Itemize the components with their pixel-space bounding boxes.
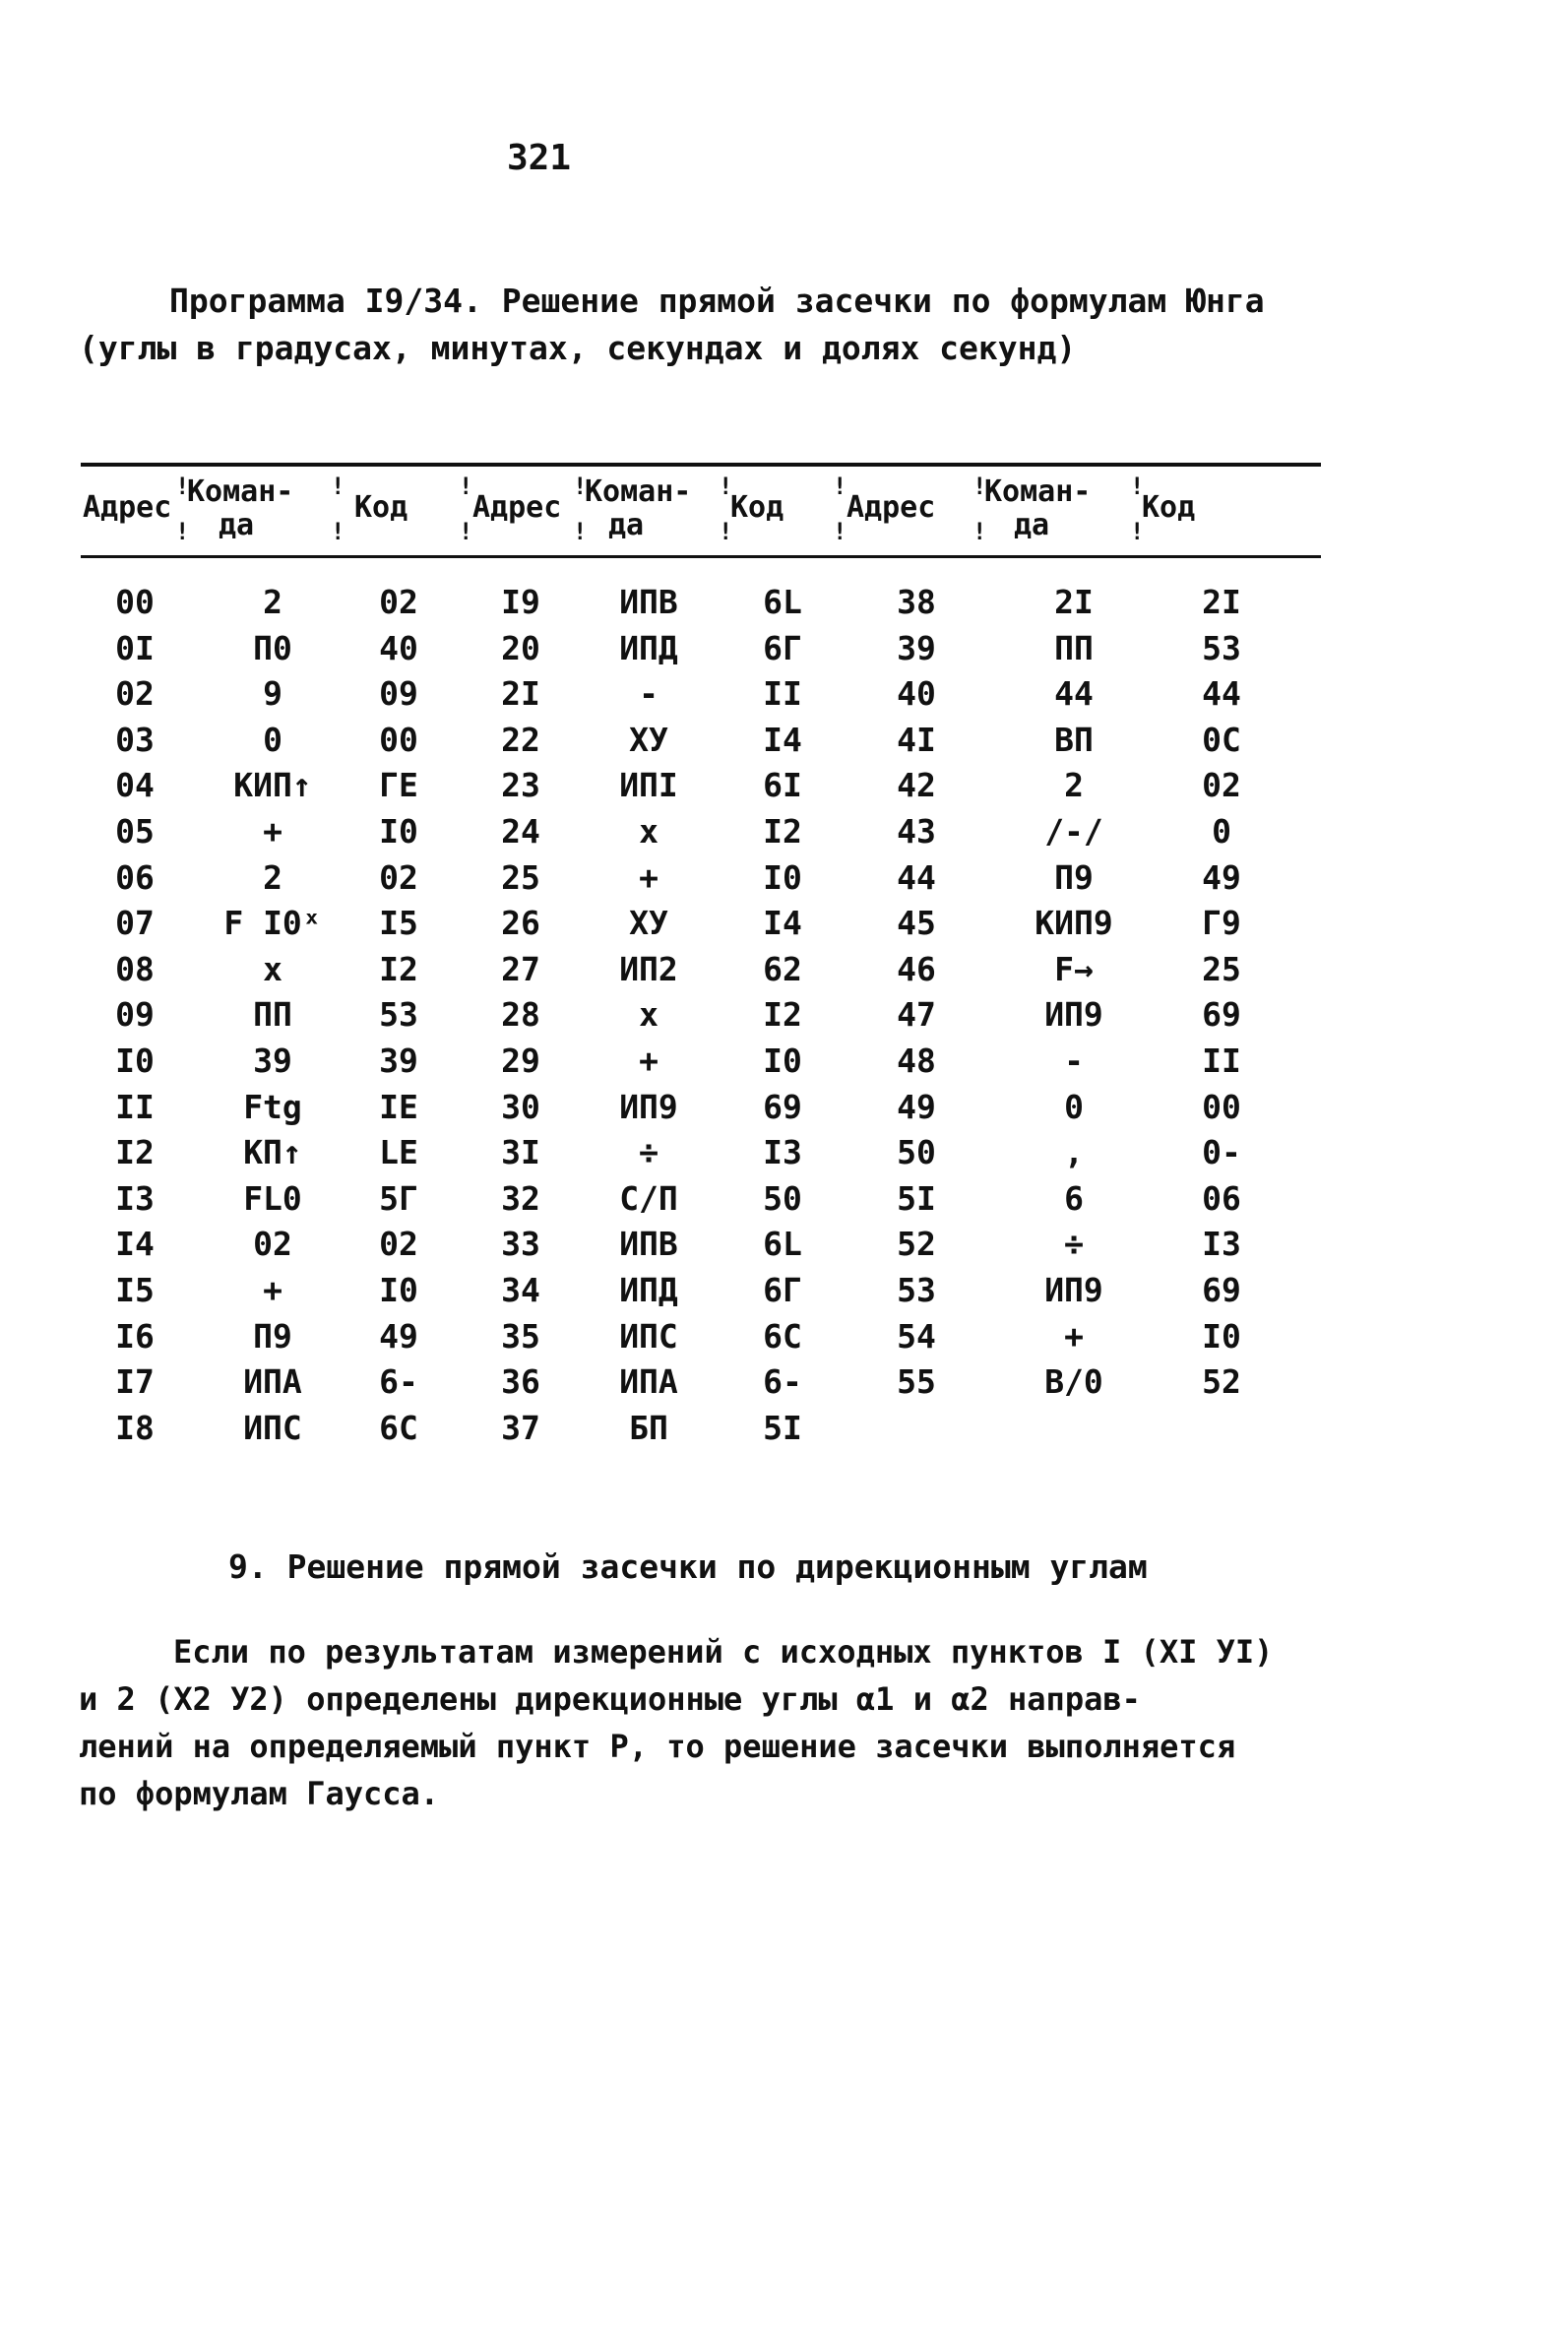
cell-command: ИПВ bbox=[619, 583, 678, 621]
cell-address: 08 bbox=[115, 949, 155, 988]
cell-code: 09 bbox=[379, 674, 418, 714]
header-separator: ! bbox=[459, 518, 473, 545]
cell-code: 6Г bbox=[763, 1270, 802, 1309]
cell-command: С/П bbox=[619, 1178, 678, 1218]
cell-code: 6- bbox=[763, 1362, 802, 1402]
cell-address: 25 bbox=[501, 857, 540, 897]
cell-address: 40 bbox=[897, 674, 936, 714]
table-row bbox=[81, 721, 1321, 767]
cell-code: 69 bbox=[1202, 1270, 1241, 1309]
cell-address: 05 bbox=[115, 811, 155, 851]
cell-address: 38 bbox=[897, 583, 936, 621]
cell-address: 33 bbox=[501, 1225, 540, 1264]
cell-address: 22 bbox=[501, 720, 540, 759]
program-caption bbox=[79, 278, 1311, 372]
cell-address: I0 bbox=[115, 1041, 155, 1080]
caption-line-1: Программа I9/34. Решение прямой засечки по формулам Юнга bbox=[169, 282, 1265, 320]
cell-command: В/0 bbox=[1044, 1362, 1103, 1402]
paragraph-line-2: и 2 (X2 У2) определены дирекционные углы α1 и α2 направ- bbox=[79, 1680, 1141, 1718]
cell-code: ГЕ bbox=[379, 766, 418, 805]
cell-address: I7 bbox=[115, 1362, 155, 1402]
header-separator: ! bbox=[573, 473, 588, 500]
cell-command: ПП bbox=[253, 995, 292, 1035]
cell-code: 6L bbox=[763, 583, 802, 621]
cell-code: 00 bbox=[1202, 1087, 1241, 1126]
program-table bbox=[81, 583, 1321, 1454]
cell-address: 35 bbox=[501, 1316, 540, 1356]
cell-code: I2 bbox=[763, 995, 802, 1035]
cell-code: 6I bbox=[763, 766, 802, 805]
header-separator: ! bbox=[331, 473, 345, 500]
cell-command: , bbox=[1064, 1133, 1084, 1172]
cell-command: ИП2 bbox=[619, 949, 678, 988]
table-row bbox=[81, 583, 1321, 629]
cell-command: П9 bbox=[253, 1316, 292, 1356]
cell-address: 02 bbox=[115, 674, 155, 714]
cell-code: I3 bbox=[763, 1133, 802, 1172]
table-row bbox=[81, 1317, 1321, 1363]
cell-address: 27 bbox=[501, 949, 540, 988]
cell-command: ИПД bbox=[619, 628, 678, 667]
table-row bbox=[81, 1179, 1321, 1226]
table-row bbox=[81, 629, 1321, 675]
header-separator: ! bbox=[175, 473, 190, 500]
table-row bbox=[81, 1225, 1321, 1271]
table-header-rule bbox=[81, 555, 1321, 558]
paragraph-line-3: лений на определяемый пункт Р, то решение засечки выполняется bbox=[79, 1728, 1236, 1765]
cell-command: F→ bbox=[1054, 949, 1094, 988]
cell-code: 53 bbox=[1202, 628, 1241, 667]
table-row bbox=[81, 1271, 1321, 1317]
cell-command: ХУ bbox=[629, 904, 668, 943]
cell-code: 6С bbox=[379, 1408, 418, 1447]
cell-address: 06 bbox=[115, 857, 155, 897]
cell-command: ИП9 bbox=[1044, 1270, 1103, 1309]
table-header: Адрес Коман- да Код Адрес Коман- да Код Адрес Коман- да Код ! ! ! ! ! ! ! ! ! ! ! ! ! ! ! ! bbox=[83, 473, 1196, 545]
cell-command: П0 bbox=[253, 628, 292, 667]
cell-address: 44 bbox=[897, 857, 936, 897]
table-row bbox=[81, 812, 1321, 858]
cell-code: 62 bbox=[763, 949, 802, 988]
cell-code: 02 bbox=[379, 857, 418, 897]
cell-code: 6L bbox=[763, 1225, 802, 1264]
header-separator: ! bbox=[833, 518, 847, 545]
cell-command: КИП9 bbox=[1035, 904, 1113, 943]
cell-code: 52 bbox=[1202, 1362, 1241, 1402]
cell-code: 0- bbox=[1202, 1133, 1241, 1172]
cell-code: 50 bbox=[763, 1178, 802, 1218]
page-number: 321 bbox=[507, 138, 572, 178]
cell-command: - bbox=[639, 674, 659, 714]
cell-address: 23 bbox=[501, 766, 540, 805]
cell-code: 40 bbox=[379, 628, 418, 667]
cell-code: 49 bbox=[379, 1316, 418, 1356]
header-separator: ! bbox=[331, 518, 345, 545]
header-separator: ! bbox=[1130, 518, 1145, 545]
cell-command: F I0ˣ bbox=[223, 904, 322, 943]
cell-address: 3I bbox=[501, 1133, 540, 1172]
cell-code: 02 bbox=[379, 1225, 418, 1264]
cell-code: I0 bbox=[763, 857, 802, 897]
cell-command: + bbox=[639, 857, 659, 897]
cell-command: 0 bbox=[263, 720, 282, 759]
cell-address: 45 bbox=[897, 904, 936, 943]
cell-address: 55 bbox=[897, 1362, 936, 1402]
cell-command: x bbox=[639, 995, 659, 1035]
cell-code: II bbox=[763, 674, 802, 714]
cell-command: ИПВ bbox=[619, 1225, 678, 1264]
cell-code: 5Г bbox=[379, 1178, 418, 1218]
header-separator: ! bbox=[972, 518, 987, 545]
cell-address: 54 bbox=[897, 1316, 936, 1356]
cell-command: + bbox=[639, 1041, 659, 1080]
table-row bbox=[81, 995, 1321, 1042]
table-row bbox=[81, 904, 1321, 950]
cell-command: Ftg bbox=[243, 1087, 302, 1126]
cell-address: 30 bbox=[501, 1087, 540, 1126]
cell-code: 6- bbox=[379, 1362, 418, 1402]
table-row bbox=[81, 858, 1321, 905]
cell-code: I2 bbox=[379, 949, 418, 988]
cell-command: x bbox=[639, 811, 659, 851]
cell-code: 53 bbox=[379, 995, 418, 1035]
section-title: 9. Решение прямой засечки по дирекционным углам bbox=[228, 1547, 1148, 1586]
cell-command: КИП↑ bbox=[233, 766, 312, 805]
table-row bbox=[81, 674, 1321, 721]
cell-address: II bbox=[115, 1087, 155, 1126]
cell-code: 69 bbox=[763, 1087, 802, 1126]
cell-command: 6 bbox=[1064, 1178, 1084, 1218]
cell-command: - bbox=[1064, 1041, 1084, 1080]
cell-command: ИПС bbox=[243, 1408, 302, 1447]
cell-code: 00 bbox=[379, 720, 418, 759]
cell-command: ПП bbox=[1054, 628, 1094, 667]
table-row bbox=[81, 1409, 1321, 1455]
cell-command: 2 bbox=[263, 583, 282, 621]
header-separator: ! bbox=[459, 473, 473, 500]
cell-address: 39 bbox=[897, 628, 936, 667]
cell-address: 09 bbox=[115, 995, 155, 1035]
cell-address: 49 bbox=[897, 1087, 936, 1126]
header-separator: ! bbox=[972, 473, 987, 500]
cell-address: 2I bbox=[501, 674, 540, 714]
cell-code: 44 bbox=[1202, 674, 1241, 714]
paragraph-line-1: Если по результатам измерений с исходных пунктов I (XI УI) bbox=[173, 1633, 1274, 1671]
paragraph-line-4: по формулам Гаусса. bbox=[79, 1775, 440, 1812]
cell-code: I5 bbox=[379, 904, 418, 943]
cell-address: 53 bbox=[897, 1270, 936, 1309]
header-separator: ! bbox=[833, 473, 847, 500]
cell-command: ИПС bbox=[619, 1316, 678, 1356]
cell-code: I0 bbox=[1202, 1316, 1241, 1356]
cell-address: 28 bbox=[501, 995, 540, 1035]
cell-code: LE bbox=[379, 1133, 418, 1172]
cell-code: 0 bbox=[1212, 811, 1231, 851]
cell-address: 47 bbox=[897, 995, 936, 1035]
cell-command: ИПI bbox=[619, 766, 678, 805]
header-separator: ! bbox=[175, 518, 190, 545]
cell-command: FL0 bbox=[243, 1178, 302, 1218]
cell-code: I3 bbox=[1202, 1225, 1241, 1264]
cell-code: 5I bbox=[763, 1408, 802, 1447]
cell-address: 04 bbox=[115, 766, 155, 805]
cell-address: 26 bbox=[501, 904, 540, 943]
cell-code: Г9 bbox=[1202, 904, 1241, 943]
cell-command: 0 bbox=[1064, 1087, 1084, 1126]
section-paragraph bbox=[79, 1628, 1280, 1817]
cell-address: 20 bbox=[501, 628, 540, 667]
cell-code: IE bbox=[379, 1087, 418, 1126]
cell-code: 06 bbox=[1202, 1178, 1241, 1218]
cell-address: I2 bbox=[115, 1133, 155, 1172]
cell-command: 2 bbox=[263, 857, 282, 897]
cell-command: /-/ bbox=[1044, 811, 1103, 851]
cell-address: 37 bbox=[501, 1408, 540, 1447]
cell-address: 32 bbox=[501, 1178, 540, 1218]
cell-address: 43 bbox=[897, 811, 936, 851]
cell-code: II bbox=[1202, 1041, 1241, 1080]
cell-command: ХУ bbox=[629, 720, 668, 759]
cell-command: ИПА bbox=[243, 1362, 302, 1402]
table-row bbox=[81, 1088, 1321, 1134]
table-row bbox=[81, 950, 1321, 996]
cell-address: 03 bbox=[115, 720, 155, 759]
cell-address: 0I bbox=[115, 628, 155, 667]
cell-code: 02 bbox=[379, 583, 418, 621]
cell-command: ИП9 bbox=[619, 1087, 678, 1126]
header-separator: ! bbox=[719, 518, 733, 545]
cell-address: I8 bbox=[115, 1408, 155, 1447]
cell-command: ИПД bbox=[619, 1270, 678, 1309]
cell-code: 25 bbox=[1202, 949, 1241, 988]
cell-address: 42 bbox=[897, 766, 936, 805]
cell-command: 2I bbox=[1054, 583, 1094, 621]
cell-address: 34 bbox=[501, 1270, 540, 1309]
cell-code: 39 bbox=[379, 1041, 418, 1080]
cell-command: + bbox=[1064, 1316, 1084, 1356]
cell-command: 9 bbox=[263, 674, 282, 714]
cell-code: I2 bbox=[763, 811, 802, 851]
cell-code: 02 bbox=[1202, 766, 1241, 805]
cell-code: I0 bbox=[763, 1041, 802, 1080]
cell-address: I5 bbox=[115, 1270, 155, 1309]
cell-code: 6С bbox=[763, 1316, 802, 1356]
cell-command: 02 bbox=[253, 1225, 292, 1264]
cell-address: I4 bbox=[115, 1225, 155, 1264]
cell-command: 2 bbox=[1064, 766, 1084, 805]
cell-address: 07 bbox=[115, 904, 155, 943]
cell-address: I9 bbox=[501, 583, 540, 621]
table-row bbox=[81, 1362, 1321, 1409]
cell-command: ИПА bbox=[619, 1362, 678, 1402]
cell-address: 00 bbox=[115, 583, 155, 621]
cell-code: 69 bbox=[1202, 995, 1241, 1035]
cell-code: 2I bbox=[1202, 583, 1241, 621]
caption-line-2: (углы в градусах, минутах, секундах и долях секунд) bbox=[79, 329, 1077, 367]
cell-command: + bbox=[263, 1270, 282, 1309]
cell-command: ÷ bbox=[639, 1133, 659, 1172]
cell-code: 0С bbox=[1202, 720, 1241, 759]
cell-code: I0 bbox=[379, 1270, 418, 1309]
cell-command: 39 bbox=[253, 1041, 292, 1080]
cell-command: П9 bbox=[1054, 857, 1094, 897]
cell-command: 44 bbox=[1054, 674, 1094, 714]
cell-address: 50 bbox=[897, 1133, 936, 1172]
table-row bbox=[81, 1042, 1321, 1088]
cell-address: 24 bbox=[501, 811, 540, 851]
cell-code: 49 bbox=[1202, 857, 1241, 897]
cell-command: ВП bbox=[1054, 720, 1094, 759]
cell-command: x bbox=[263, 949, 282, 988]
cell-command: КП↑ bbox=[243, 1133, 302, 1172]
table-top-rule bbox=[81, 463, 1321, 467]
header-separator: ! bbox=[573, 518, 588, 545]
cell-address: I6 bbox=[115, 1316, 155, 1356]
cell-command: ÷ bbox=[1064, 1225, 1084, 1264]
cell-code: I0 bbox=[379, 811, 418, 851]
table-row bbox=[81, 766, 1321, 812]
cell-code: I4 bbox=[763, 720, 802, 759]
cell-address: 5I bbox=[897, 1178, 936, 1218]
cell-command: + bbox=[263, 811, 282, 851]
cell-code: 6Г bbox=[763, 628, 802, 667]
cell-address: 4I bbox=[897, 720, 936, 759]
table-row bbox=[81, 1133, 1321, 1179]
cell-address: 36 bbox=[501, 1362, 540, 1402]
cell-address: 48 bbox=[897, 1041, 936, 1080]
cell-address: 46 bbox=[897, 949, 936, 988]
cell-code: I4 bbox=[763, 904, 802, 943]
cell-address: I3 bbox=[115, 1178, 155, 1218]
cell-address: 52 bbox=[897, 1225, 936, 1264]
header-separator: ! bbox=[1130, 473, 1145, 500]
header-separator: ! bbox=[719, 473, 733, 500]
cell-address: 29 bbox=[501, 1041, 540, 1080]
cell-command: БП bbox=[629, 1408, 668, 1447]
cell-command: ИП9 bbox=[1044, 995, 1103, 1035]
